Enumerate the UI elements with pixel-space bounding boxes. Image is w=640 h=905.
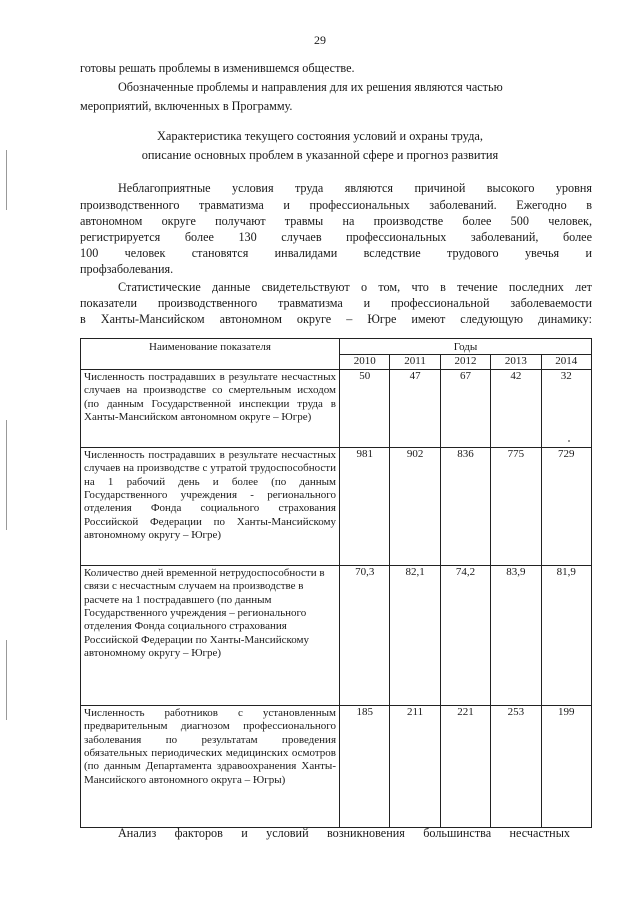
table-row [81, 565, 592, 705]
paragraph-1-line-5: 100 человек становятся инвалидами вследствие трудового увечья и [80, 246, 592, 260]
indicator-name: Численность пострадавших в результате несчастных случаев на производстве с утратой трудоспособности на 1 рабочий день и более (по данным Государственного учреждения - регионального отделения Фонда социального страхования Российской Федерации по Ханты-Мансийскому автономному округу – Югре) [81, 447, 340, 565]
paragraph-2-line-1: Статистические данные свидетельствуют о том, что в течение последних лет [118, 280, 592, 294]
scan-edge-mark [6, 420, 7, 530]
scan-edge-mark [6, 150, 7, 210]
table-cell-value: 42 [491, 369, 541, 447]
header-indicator-name: Наименование показателя [81, 339, 340, 370]
indicator-name: Численность работников с установленным предварительным диагнозом профессионального заболевания по результатам проведения обязательных периодических медицинских осмотров (по данным Департамента здравоохранения Ханты-Мансийского автономного округа – Югры) [81, 705, 340, 827]
table-cell-value: 836 [440, 447, 490, 565]
footer-line: Анализ факторов и условий возникновения большинства несчастных [118, 826, 570, 840]
table-cell-value: 981 [340, 447, 390, 565]
header-year: 2010 [340, 355, 390, 369]
paragraph-1-line-6: профзаболевания. [80, 262, 174, 276]
scan-speck [568, 440, 570, 442]
table-cell-value: 70,3 [340, 565, 390, 705]
table-cell-value: 221 [440, 705, 490, 827]
paragraph-1-line-2: производственного травматизма и профессиональных заболеваний. Ежегодно в [80, 198, 592, 212]
paragraph-1-line-1: Неблагоприятные условия труда являются причиной высокого уровня [118, 181, 592, 195]
table-header-row [81, 339, 592, 355]
table-cell-value: 81,9 [541, 565, 591, 705]
paragraph-2-line-3: в Ханты-Мансийском автономном округе – Югре имеют следующую динамику: [80, 312, 592, 326]
table-row [81, 369, 592, 447]
table-cell-value: 32 [541, 369, 591, 447]
header-year: 2012 [440, 355, 490, 369]
header-years: Годы [340, 339, 592, 355]
paragraph-1-line-3: автономном округе получают травмы на производстве более 500 человек, [80, 214, 592, 228]
table-cell-value: 67 [440, 369, 490, 447]
table-cell-value: 50 [340, 369, 390, 447]
table-cell-value: 83,9 [491, 565, 541, 705]
intro-line-3: мероприятий, включенных в Программу. [80, 99, 293, 113]
table-row [81, 705, 592, 827]
table-cell-value: 729 [541, 447, 591, 565]
table-cell-value: 82,1 [390, 565, 440, 705]
paragraph-2-line-2: показатели производственного травматизма и профессиональной заболеваемости [80, 296, 592, 310]
header-year: 2014 [541, 355, 591, 369]
table-row [81, 447, 592, 565]
paragraph-1-line-4: регистрируется более 130 случаев профессиональных заболеваний, более [80, 230, 592, 244]
section-heading-line-2: описание основных проблем в указанной сфере и прогноз развития [141, 148, 499, 162]
indicator-name: Численность пострадавших в результате несчастных случаев на производстве со смертельным исходом (по данным Государственной инспекции труда в Ханты-Мансийском автономном округе – Югре) [81, 369, 340, 447]
section-heading-line-1: Характеристика текущего состояния условий и охраны труда, [156, 129, 483, 143]
intro-line-1: готовы решать проблемы в изменившемся обществе. [80, 61, 355, 75]
table-cell-value: 775 [491, 447, 541, 565]
table-cell-value: 211 [390, 705, 440, 827]
page-number: 29 [314, 33, 326, 47]
scan-edge-mark [6, 640, 7, 720]
table-cell-value: 253 [491, 705, 541, 827]
injury-statistics-table [80, 338, 592, 828]
table-cell-value: 47 [390, 369, 440, 447]
intro-line-2: Обозначенные проблемы и направления для их решения являются частью [118, 80, 503, 94]
table-cell-value: 185 [340, 705, 390, 827]
table-cell-value: 199 [541, 705, 591, 827]
header-year: 2011 [390, 355, 440, 369]
table-cell-value: 74,2 [440, 565, 490, 705]
header-year: 2013 [491, 355, 541, 369]
indicator-name: Количество дней временной нетрудоспособности в связи с несчастным случаем на производстве в расчете на 1 пострадавшего (по данным Государственного учреждения – регионального отделения Фонда социального страхования Российской Федерации по Ханты-Мансийскому автономному округу – Югре) [81, 565, 340, 705]
table-cell-value: 902 [390, 447, 440, 565]
